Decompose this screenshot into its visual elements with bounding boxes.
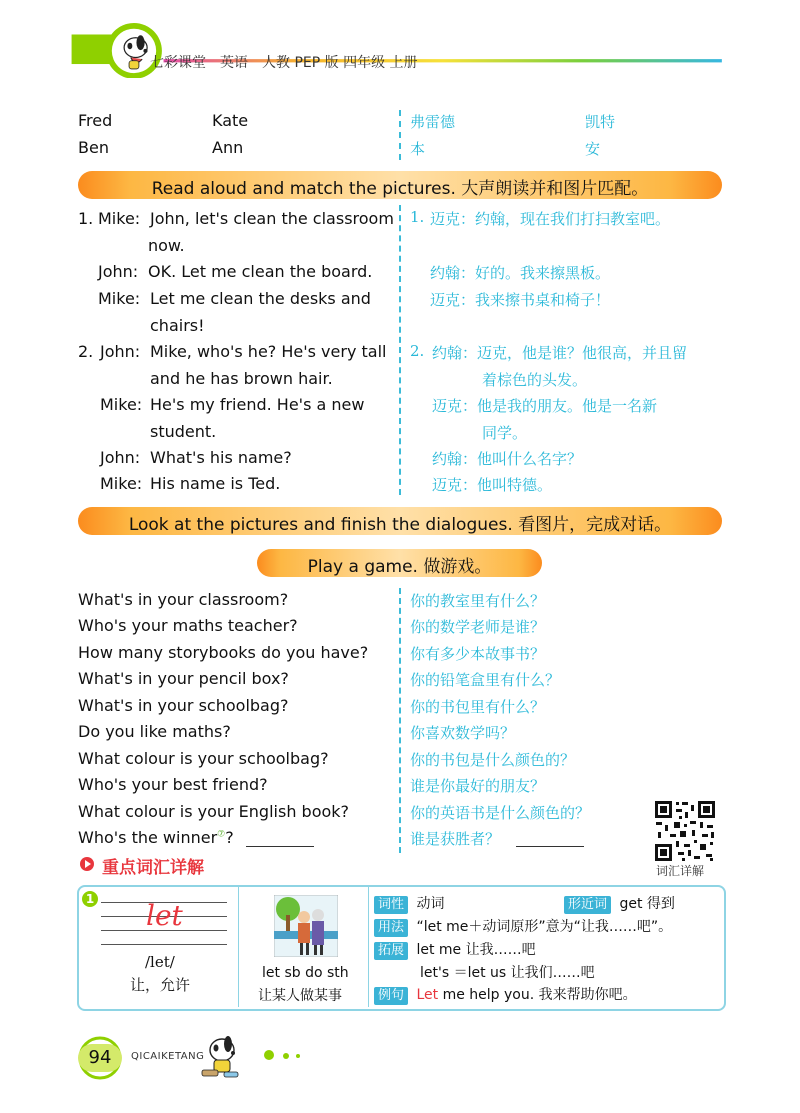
winner-question: Who's the winner — [78, 828, 218, 847]
list-item: 你的书包里有什么？ — [410, 698, 546, 716]
vocab-ext-row — [374, 939, 536, 960]
ext-value-1: let me 让我……吧 — [416, 942, 536, 958]
ext-tag: 拓展 — [374, 942, 408, 960]
page-number: 94 — [78, 1044, 122, 1072]
list-item: What colour is your schoolbag? — [78, 749, 329, 768]
dialogue1-number-cn: 1. — [410, 208, 425, 226]
name-kate-cn: 凯特 — [585, 113, 616, 131]
list-item: How many storybooks do you have? — [78, 643, 369, 662]
vocab-pos-row — [374, 893, 444, 914]
usage-tag: 用法 — [374, 919, 408, 937]
pos-tag: 词性 — [374, 896, 408, 914]
name-fred: Fred — [78, 111, 113, 130]
pos-value: 动词 — [416, 896, 445, 912]
list-item: 你的英语书是什么颜色的？ — [410, 804, 591, 822]
list-item: Do you like maths? — [78, 722, 231, 741]
vocab-phonetic: /let/ — [145, 953, 175, 971]
usage-value: “let me＋动词原形”意为“让我……吧”。 — [416, 919, 673, 935]
name-ben: Ben — [78, 138, 109, 157]
dialogue2-number: 2. — [78, 342, 94, 361]
play-circle-icon — [80, 857, 94, 871]
name-ann: Ann — [212, 138, 244, 157]
dialogue-line-cont: student. — [150, 422, 217, 441]
divider — [399, 205, 401, 495]
teacher-illustration-icon — [274, 895, 338, 957]
vocab-example-row — [374, 984, 637, 1005]
list-item: 谁是获胜者？ — [410, 830, 501, 848]
name-ben-cn: 本 — [410, 140, 426, 158]
qr-code-icon[interactable] — [654, 800, 716, 862]
dialogue-line-cont: chairs! — [150, 316, 205, 335]
dialogue-cn-line: 迈克：他是我的朋友。他是一名新 — [432, 397, 658, 415]
vocab-usage-row — [374, 916, 672, 937]
example-tag: 例句 — [374, 987, 408, 1005]
writing-line — [101, 944, 227, 945]
dialogue-cn-line: 约翰：迈克，他是谁？他很高，并且留 — [432, 344, 688, 362]
vocab-syn-row — [564, 893, 675, 914]
dialogue-cn-line: 迈克：约翰，现在我们打扫教室吧。 — [430, 210, 671, 228]
name-kate: Kate — [212, 111, 249, 130]
syn-value: get 得到 — [619, 896, 675, 912]
qr-label: 词汇详解 — [656, 864, 705, 878]
footnote-marker: ⑦ — [217, 829, 226, 840]
answer-blank[interactable] — [246, 846, 314, 847]
dialogue-line: He's my friend. He's a new — [150, 395, 365, 414]
phrase-cn: 让某人做某事 — [258, 988, 342, 1004]
dialogue-speaker: Mike: — [100, 395, 143, 414]
dialogue-cn-line: 约翰：他叫什么名字？ — [432, 450, 583, 468]
dialogue-speaker: Mike: — [98, 209, 141, 228]
list-item: 你的数学老师是谁？ — [410, 618, 546, 636]
winner-qmark: ? — [225, 828, 234, 847]
name-ann-cn: 安 — [585, 140, 601, 158]
dialogue-cn-line-cont: 着棕色的头发。 — [482, 371, 588, 389]
dialogue-cn-line-cont: 同学。 — [482, 424, 528, 442]
list-item: What's in your classroom? — [78, 590, 289, 609]
vocab-section-title: 重点词汇详解 — [102, 858, 204, 878]
banner-read-aloud: Read aloud and match the pictures. 大声朗读并和图片匹配。 — [78, 171, 722, 199]
footer-dot — [264, 1050, 274, 1060]
dialogue-speaker: Mike: — [98, 289, 141, 308]
dialogue-line-cont: and he has brown hair. — [150, 369, 333, 388]
dialogue-speaker: John: — [100, 448, 141, 467]
list-item: Who's your maths teacher? — [78, 616, 298, 635]
dialogue-line: John, let's clean the classroom — [150, 209, 394, 228]
list-item: 你有多少本故事书？ — [410, 645, 546, 663]
dialogue-speaker: John: — [98, 262, 139, 281]
vocab-word: let — [146, 899, 183, 932]
divider — [368, 887, 369, 1007]
dialogue1-number: 1. — [78, 209, 94, 228]
syn-tag: 形近词 — [564, 896, 611, 914]
divider — [238, 887, 239, 1007]
banner-look-and-finish: Look at the pictures and finish the dialogues. 看图片，完成对话。 — [78, 507, 722, 535]
list-item — [78, 828, 234, 847]
dialogue-line: Mike, who's he? He's very tall — [150, 342, 387, 361]
footer-dot — [296, 1054, 300, 1058]
vocab-meaning: 让，允许 — [130, 976, 191, 994]
dialogue-speaker: Mike: — [100, 474, 143, 493]
dialogue-speaker: John: — [100, 342, 141, 361]
dialogue-line: What's his name? — [150, 448, 292, 467]
footer-dot — [283, 1053, 289, 1059]
banner-play-game: Play a game. 做游戏。 — [257, 549, 542, 577]
ext-value-2: let's ＝let us 让我们……吧 — [420, 965, 595, 981]
list-item: Who's your best friend? — [78, 775, 268, 794]
dialogue-line: His name is Ted. — [150, 474, 281, 493]
list-item: What's in your pencil box? — [78, 669, 289, 688]
list-item: What colour is your English book? — [78, 802, 350, 821]
answer-blank-cn[interactable] — [516, 846, 584, 847]
list-item: 你的铅笔盒里有什么？ — [410, 671, 561, 689]
list-item: What's in your schoolbag? — [78, 696, 289, 715]
vocab-number: 1 — [82, 891, 98, 907]
example-keyword: Let — [416, 987, 439, 1003]
list-item: 你的书包是什么颜色的？ — [410, 751, 576, 769]
name-fred-cn: 弗雷德 — [410, 113, 456, 131]
divider — [399, 110, 401, 160]
divider — [399, 588, 401, 853]
list-item: 谁是你最好的朋友？ — [410, 777, 546, 795]
phrase-en: let sb do sth — [262, 965, 349, 981]
example-sentence: me help you. 我来帮助你吧。 — [438, 987, 637, 1003]
dialogue-line-cont: now. — [148, 236, 185, 255]
footer-brand: QICAIKETANG — [131, 1051, 205, 1062]
dialogue2-number-cn: 2. — [410, 342, 425, 360]
dialogue-cn-line: 迈克：我来擦书桌和椅子！ — [430, 291, 611, 309]
header-title: 七彩课堂 英语 人教 PEP 版 四年级 上册 — [150, 55, 418, 71]
dog-mascot-footer-icon — [196, 1030, 248, 1082]
dialogue-cn-line: 约翰：好的。我来擦黑板。 — [430, 264, 611, 282]
dialogue-line: OK. Let me clean the board. — [148, 262, 373, 281]
list-item: 你喜欢数学吗？ — [410, 724, 516, 742]
dialogue-cn-line: 迈克：他叫特德。 — [432, 476, 553, 494]
dialogue-line: Let me clean the desks and — [150, 289, 371, 308]
list-item: 你的教室里有什么？ — [410, 592, 546, 610]
